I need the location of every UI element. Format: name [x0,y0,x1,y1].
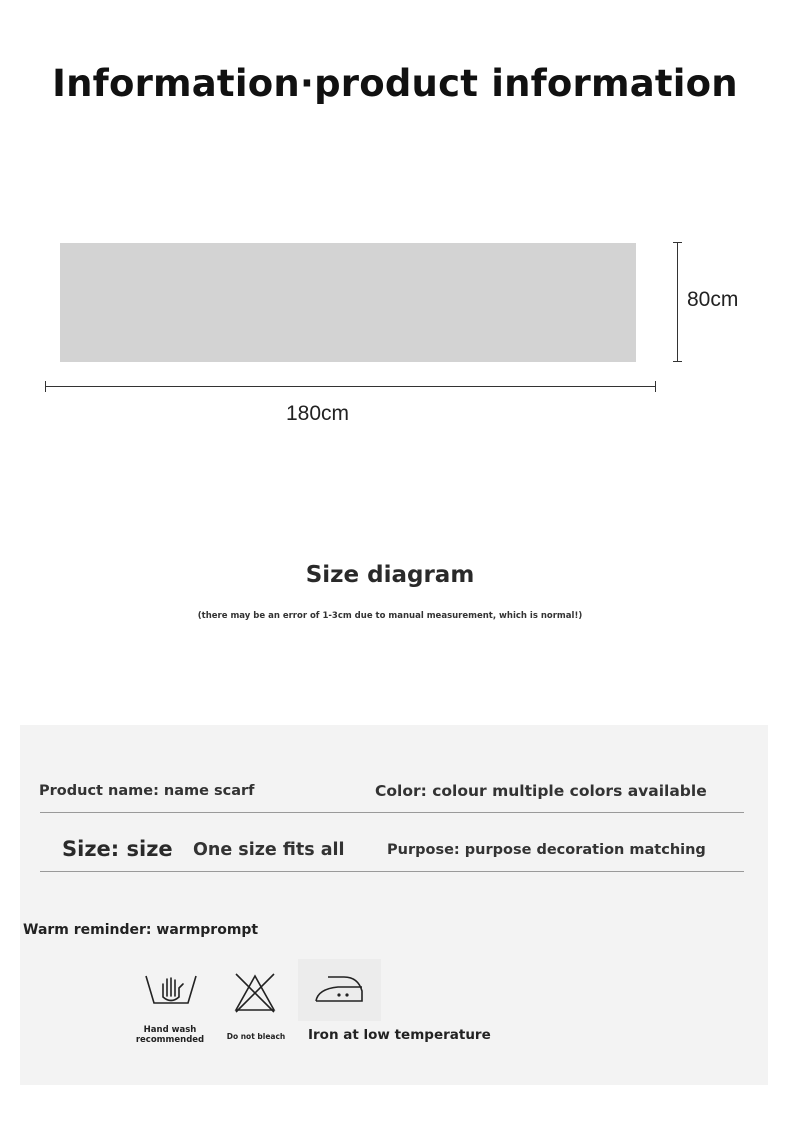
product-purpose: Purpose: purpose decoration matching [387,842,706,858]
scarf-shape [60,243,636,362]
hand-wash-label: Hand wash recommended [135,1025,205,1045]
product-name: Product name: name scarf [39,783,255,799]
measurement-note: (there may be an error of 1-3cm due to manual measurement, which is normal!) [197,611,583,621]
size-diagram-title: Size diagram [305,562,475,588]
hand-wash-icon [143,970,199,1012]
height-dimension-tick-bottom [673,361,682,362]
do-not-bleach-label: Do not bleach [226,1032,286,1041]
divider [40,871,744,872]
width-dimension-line [45,386,656,387]
warm-reminder: Warm reminder: warmprompt [23,922,259,938]
iron-low-temperature-label: Iron at low temperature [308,1027,491,1043]
height-label: 80cm [687,288,739,311]
height-dimension-line [677,242,678,362]
width-dimension-tick-left [45,381,46,392]
size-label: Size: size [62,837,173,861]
size-value: One size fits all [193,840,345,860]
width-label: 180cm [286,402,350,425]
do-not-bleach-icon [232,970,278,1016]
width-dimension-tick-right [655,381,656,392]
page-title: Information·product information [52,62,738,105]
product-color: Color: colour multiple colors available [375,782,707,800]
height-dimension-tick-top [673,242,682,243]
product-info-panel [20,725,768,1085]
iron-low-temperature-icon [308,971,370,1009]
divider [40,812,744,813]
